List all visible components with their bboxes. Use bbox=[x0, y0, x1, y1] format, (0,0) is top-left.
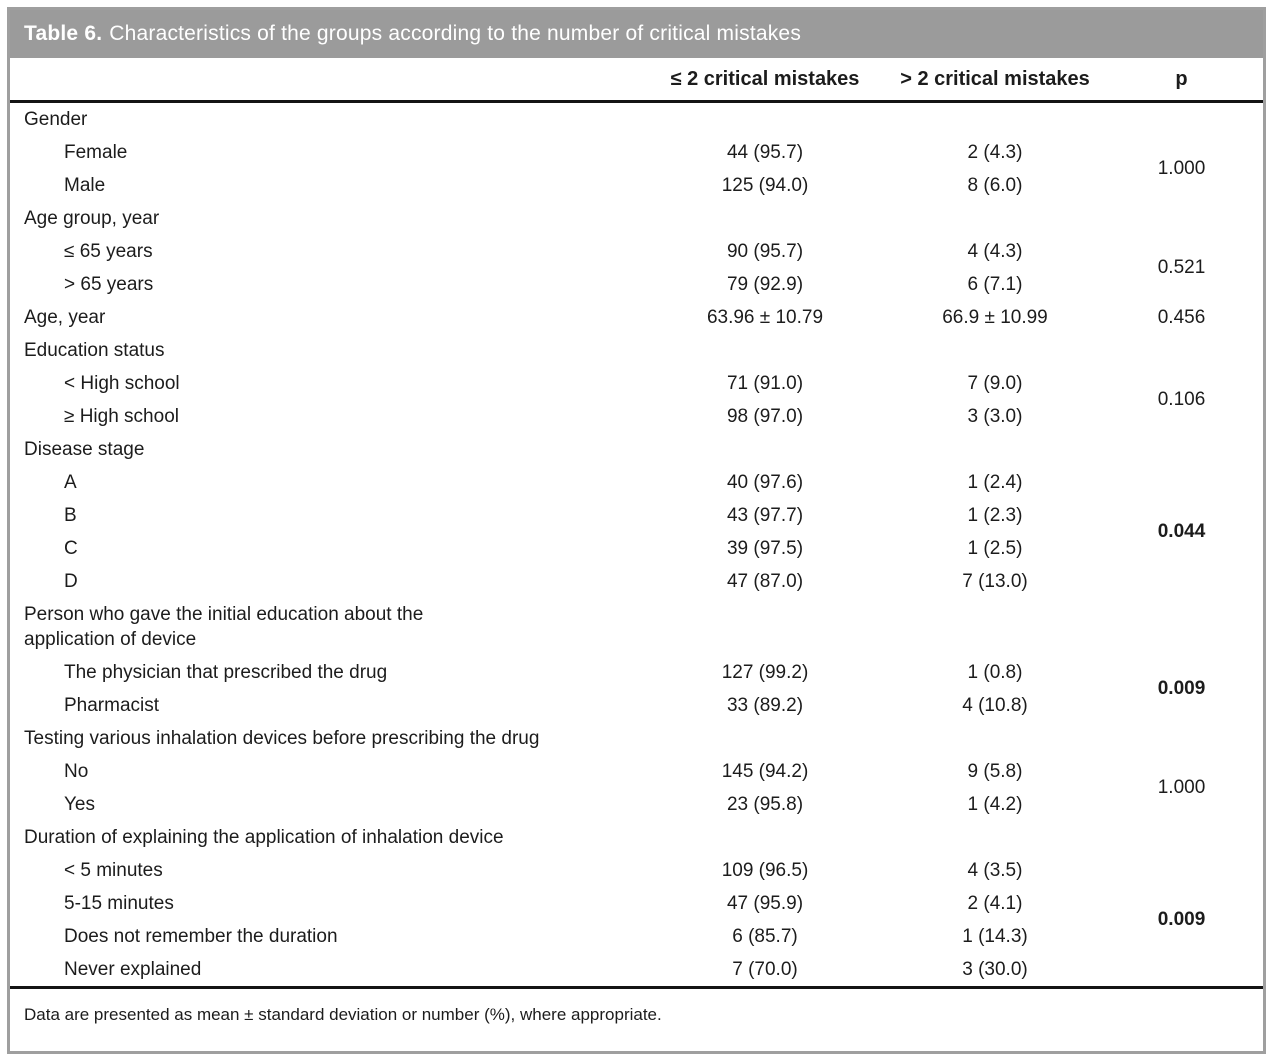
p-value-cell: 1.000 bbox=[1157, 158, 1206, 179]
characteristics-table bbox=[10, 58, 1263, 986]
row-label: Pharmacist bbox=[64, 694, 160, 716]
table-row bbox=[10, 367, 1263, 400]
table-row bbox=[10, 854, 1263, 887]
row-label: ≤ 65 years bbox=[64, 240, 153, 262]
table-number: Table 6. bbox=[24, 22, 103, 45]
empty-cell bbox=[640, 334, 1263, 367]
column-header-le2-mistakes: ≤ 2 critical mistakes bbox=[640, 58, 890, 102]
row-label: Does not remember the duration bbox=[64, 925, 338, 947]
row-label: Never explained bbox=[64, 958, 202, 980]
table-row bbox=[10, 169, 1263, 202]
value-cell-le2: 7 (70.0) bbox=[732, 958, 798, 980]
p-value-cell: 0.456 bbox=[1157, 306, 1206, 328]
row-label: Gender bbox=[24, 108, 88, 130]
value-cell-gt2: 8 (6.0) bbox=[967, 174, 1023, 196]
table-row bbox=[10, 235, 1263, 268]
value-cell-le2: 47 (95.9) bbox=[726, 892, 804, 914]
empty-cell bbox=[640, 722, 1263, 755]
value-cell-gt2: 2 (4.1) bbox=[967, 892, 1023, 914]
value-cell-le2: 33 (89.2) bbox=[726, 694, 804, 716]
row-label: 5-15 minutes bbox=[64, 892, 174, 914]
table-row bbox=[10, 334, 1263, 367]
row-label: D bbox=[64, 570, 78, 592]
value-cell-gt2: 7 (13.0) bbox=[962, 570, 1028, 592]
table-row bbox=[10, 268, 1263, 301]
value-cell-gt2: 3 (30.0) bbox=[962, 958, 1028, 980]
table-row bbox=[10, 102, 1263, 137]
value-cell-gt2: 2 (4.3) bbox=[967, 141, 1023, 163]
empty-cell bbox=[640, 433, 1263, 466]
value-cell-gt2: 7 (9.0) bbox=[967, 372, 1023, 394]
value-cell-le2: 43 (97.7) bbox=[726, 504, 804, 526]
value-cell-le2: 47 (87.0) bbox=[726, 570, 804, 592]
table-row bbox=[10, 202, 1263, 235]
row-label: ≥ High school bbox=[64, 405, 179, 427]
table-row bbox=[10, 400, 1263, 433]
empty-cell bbox=[640, 821, 1263, 854]
value-cell-gt2: 1 (4.2) bbox=[967, 793, 1023, 815]
row-label: C bbox=[64, 537, 78, 559]
table-row bbox=[10, 499, 1263, 532]
table-body bbox=[10, 102, 1263, 987]
row-label: Testing various inhalation devices before prescribing the drug bbox=[24, 727, 540, 749]
table-row bbox=[10, 722, 1263, 755]
row-label: Age group, year bbox=[24, 207, 160, 229]
p-value-cell: 0.521 bbox=[1157, 257, 1206, 278]
row-label: > 65 years bbox=[64, 273, 154, 295]
p-value-cell: 0.009 bbox=[1157, 678, 1206, 699]
value-cell-gt2: 3 (3.0) bbox=[967, 405, 1023, 427]
column-header-empty bbox=[10, 58, 640, 102]
value-cell-gt2: 66.9 ± 10.99 bbox=[942, 306, 1048, 328]
row-label: Disease stage bbox=[24, 438, 145, 460]
value-cell-le2: 145 (94.2) bbox=[721, 760, 809, 782]
value-cell-le2: 6 (85.7) bbox=[732, 925, 798, 947]
value-cell-gt2: 4 (4.3) bbox=[967, 240, 1023, 262]
row-label: A bbox=[64, 471, 77, 493]
row-label bbox=[10, 598, 1263, 656]
row-label: Duration of explaining the application of inhalation device bbox=[24, 826, 504, 848]
table-row bbox=[10, 821, 1263, 854]
value-cell-gt2: 4 (10.8) bbox=[962, 694, 1028, 716]
table-title: Characteristics of the groups according to the number of critical mistakes bbox=[109, 22, 802, 45]
table-row bbox=[10, 301, 1263, 334]
value-cell-le2: 125 (94.0) bbox=[721, 174, 809, 196]
value-cell-gt2: 4 (3.5) bbox=[967, 859, 1023, 881]
table-row bbox=[10, 953, 1263, 986]
value-cell-le2: 44 (95.7) bbox=[726, 141, 804, 163]
row-label: The physician that prescribed the drug bbox=[64, 661, 388, 683]
p-value-cell: 0.009 bbox=[1157, 909, 1206, 930]
table-row bbox=[10, 920, 1263, 953]
value-cell-gt2: 1 (2.4) bbox=[967, 471, 1023, 493]
row-label: Education status bbox=[24, 339, 165, 361]
table-row bbox=[10, 532, 1263, 565]
table-title-bar bbox=[10, 10, 1263, 58]
value-cell-gt2: 9 (5.8) bbox=[967, 760, 1023, 782]
table-row bbox=[10, 788, 1263, 821]
value-cell-le2: 39 (97.5) bbox=[726, 537, 804, 559]
value-cell-gt2: 6 (7.1) bbox=[967, 273, 1023, 295]
value-cell-gt2: 1 (2.5) bbox=[967, 537, 1023, 559]
p-value-cell: 0.106 bbox=[1157, 389, 1206, 410]
table-row bbox=[10, 466, 1263, 499]
value-cell-le2: 90 (95.7) bbox=[726, 240, 804, 262]
value-cell-gt2: 1 (0.8) bbox=[967, 661, 1023, 683]
table-row bbox=[10, 433, 1263, 466]
row-label: Female bbox=[64, 141, 128, 163]
value-cell-le2: 71 (91.0) bbox=[726, 372, 804, 394]
row-label: Age, year bbox=[24, 306, 106, 328]
table-row bbox=[10, 887, 1263, 920]
row-label: < High school bbox=[64, 372, 180, 394]
value-cell-le2: 23 (95.8) bbox=[726, 793, 804, 815]
p-value-cell: 1.000 bbox=[1157, 777, 1206, 798]
value-cell-le2: 109 (96.5) bbox=[721, 859, 809, 881]
empty-cell bbox=[640, 202, 1263, 235]
column-header-gt2-mistakes: > 2 critical mistakes bbox=[890, 58, 1100, 102]
value-cell-le2: 63.96 ± 10.79 bbox=[706, 306, 824, 328]
p-value-cell: 0.044 bbox=[1157, 521, 1206, 542]
table-row bbox=[10, 136, 1263, 169]
value-cell-gt2: 1 (14.3) bbox=[962, 925, 1028, 947]
table-header bbox=[10, 58, 1263, 102]
value-cell-le2: 79 (92.9) bbox=[726, 273, 804, 295]
row-label: Yes bbox=[64, 793, 95, 815]
value-cell-gt2: 1 (2.3) bbox=[967, 504, 1023, 526]
table-row bbox=[10, 755, 1263, 788]
value-cell-le2: 40 (97.6) bbox=[726, 471, 804, 493]
category-label: Person who gave the initial education about the application of device bbox=[24, 604, 424, 650]
table-row bbox=[10, 689, 1263, 722]
row-label: B bbox=[64, 504, 77, 526]
table-row bbox=[10, 565, 1263, 598]
row-label: < 5 minutes bbox=[64, 859, 163, 881]
value-cell-le2: 127 (99.2) bbox=[721, 661, 809, 683]
row-label: Male bbox=[64, 174, 106, 196]
table-row bbox=[10, 656, 1263, 689]
row-label: No bbox=[64, 760, 89, 782]
table-row bbox=[10, 598, 1263, 656]
table-container bbox=[7, 7, 1266, 1054]
empty-cell bbox=[640, 102, 1263, 137]
header-row bbox=[10, 58, 1263, 102]
table-footnote: Data are presented as mean ± standard deviation or number (%), where appropriate. bbox=[10, 986, 1263, 1051]
value-cell-le2: 98 (97.0) bbox=[726, 405, 804, 427]
column-header-p: p bbox=[1100, 58, 1263, 102]
